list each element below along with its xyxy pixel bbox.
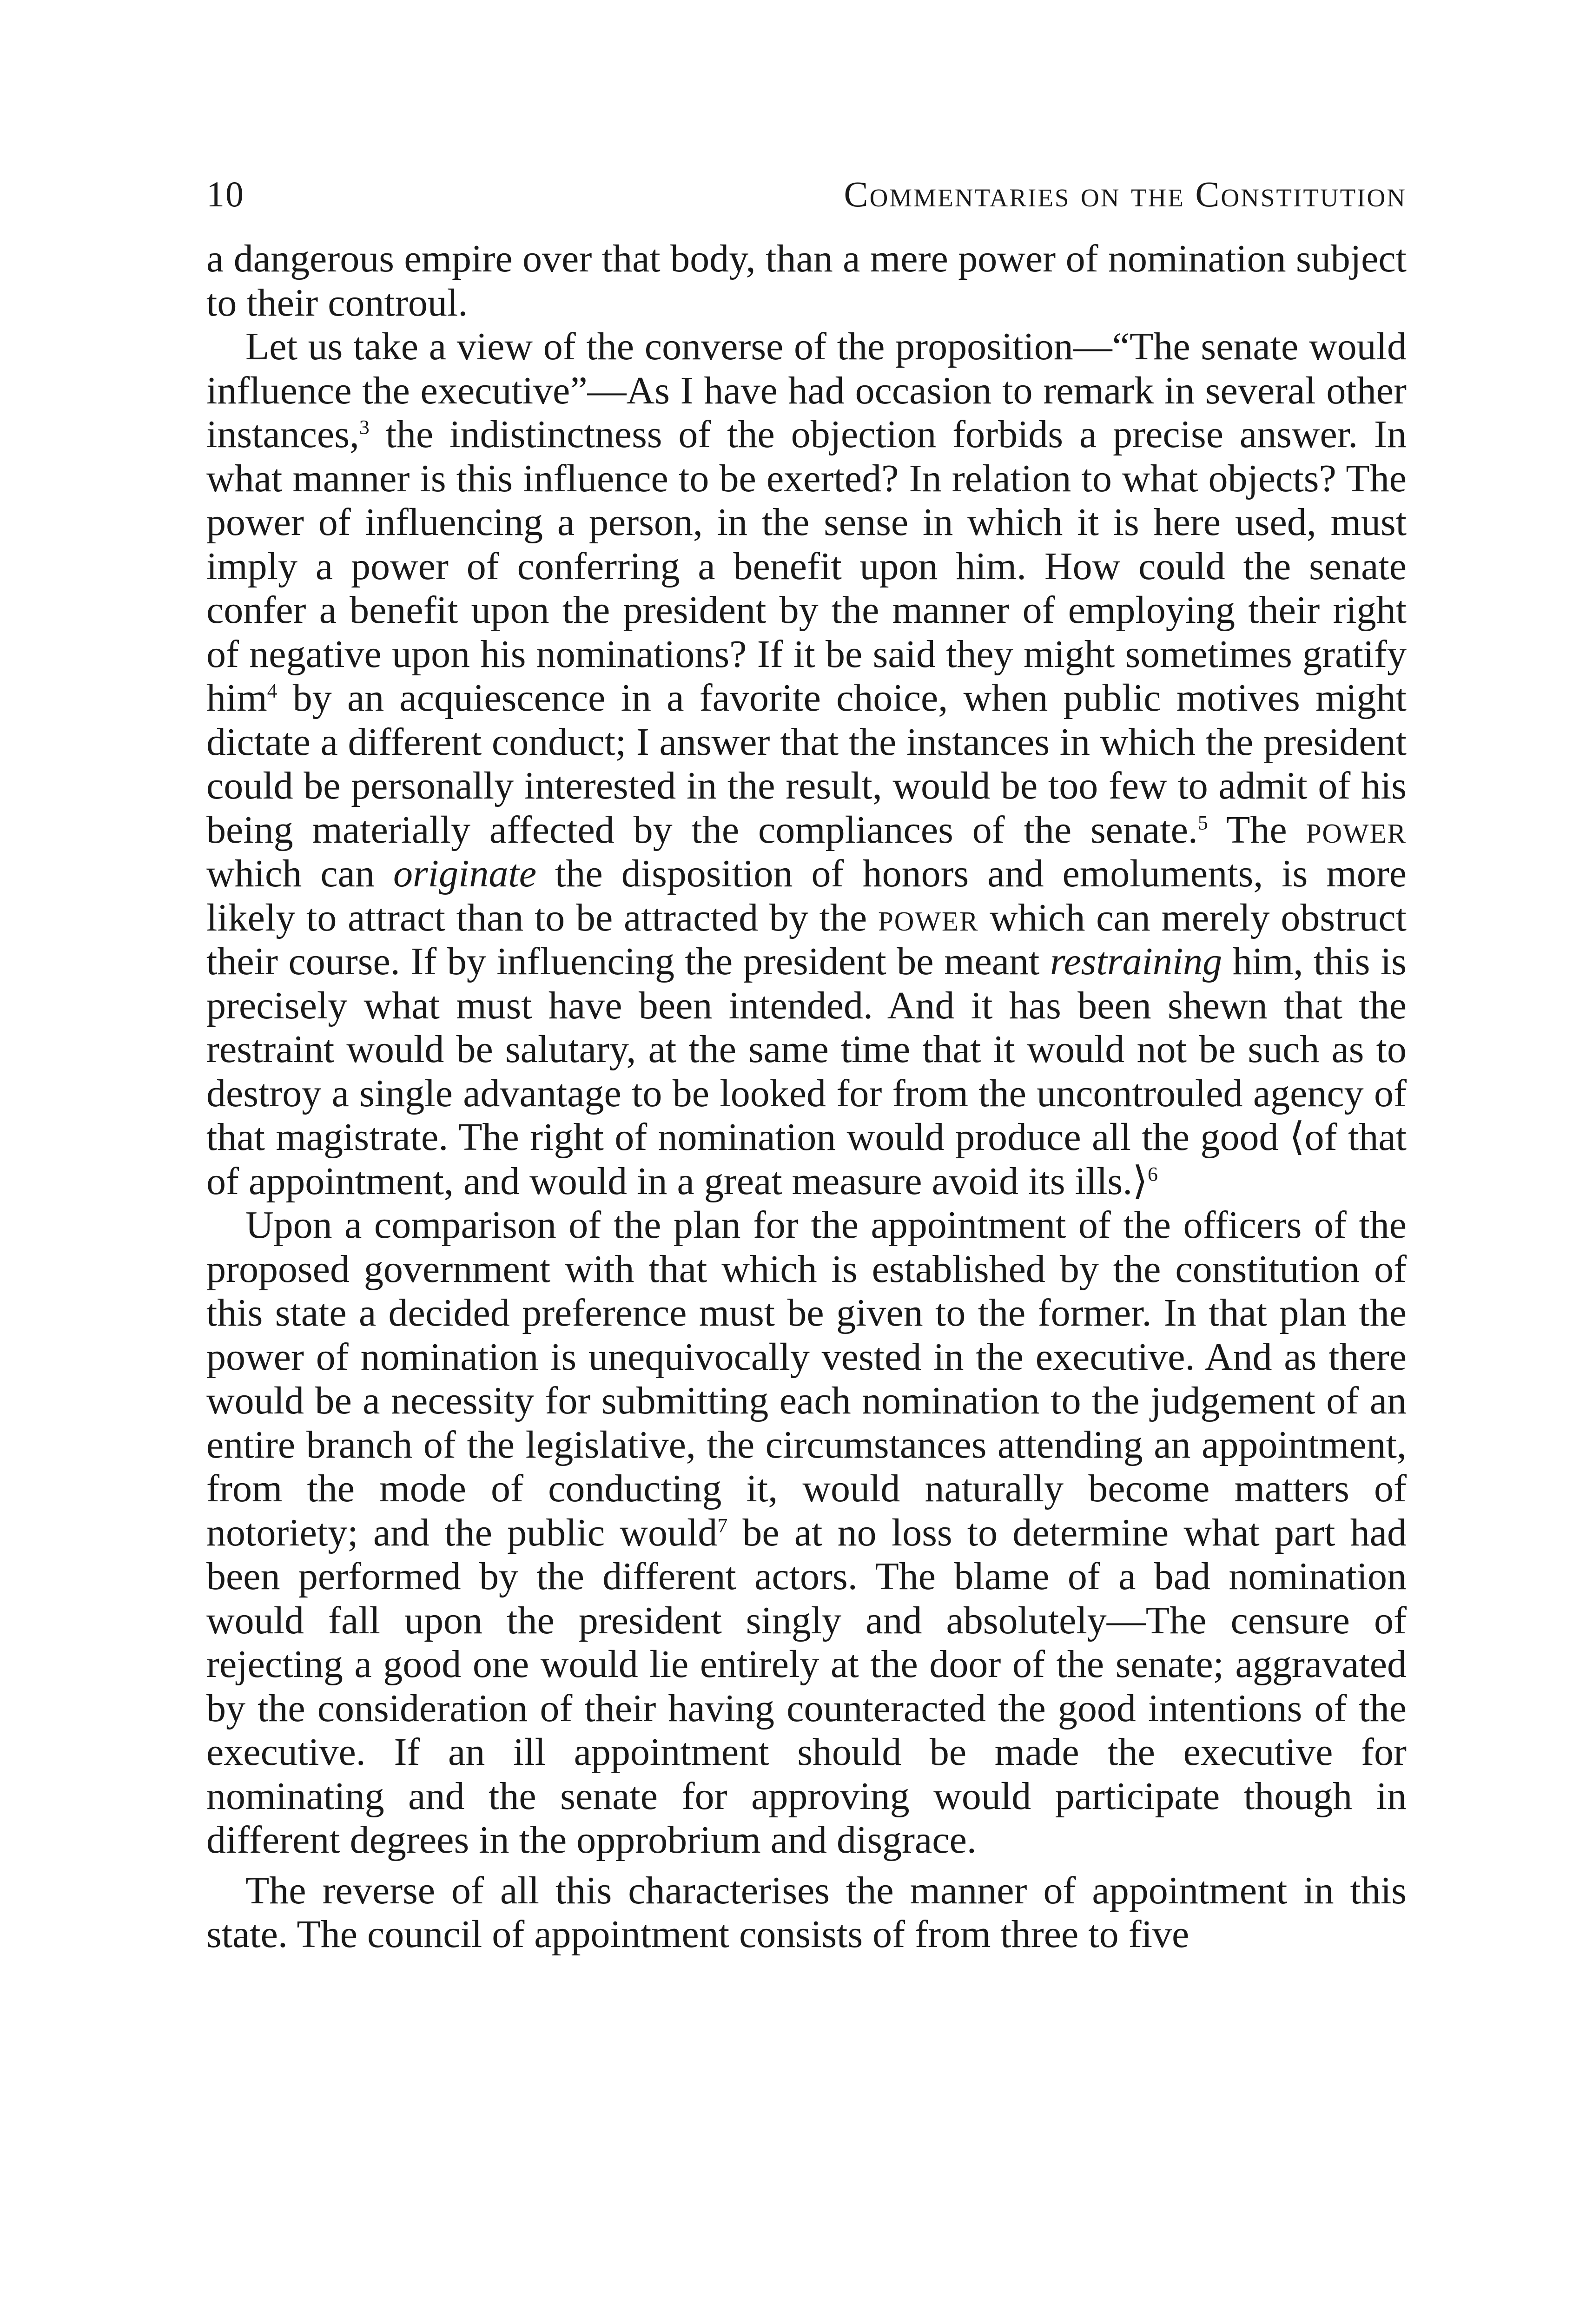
text-run: which can [206,852,393,895]
text-run: by an acquiescence in a favorite choice, when public motives might dictate a different conduct; I answer that the instances in which the president could be personally interested in the result, would be too few to admit of his being materially affected by the compliances of the senate. [206,676,1407,852]
text-run: Upon a comparison of the plan for the appointment of the officers of the proposed government with that which is established by the constitution of this state a decided preference must be given to the former. In that plan the power of nomination is unequivocally vested in the executive. And as there would be a necessity for submitting each nomination to the judgement of an entire branch of the legislative, the circumstances attending an appointment, from the mode of conducting it, would naturally become matters of notoriety; and the public would [206,1203,1407,1554]
running-title: Commentaries on the Constitution [844,174,1407,214]
footnote-marker: 7 [717,1514,728,1537]
footnote-marker: 6 [1147,1163,1158,1186]
text-run: the disposition of honors and emoluments, is more likely to attract than to be attracted by the [206,852,1407,939]
body-text [206,237,1407,1957]
text-run: Let us take a view of the converse of the proposition—“The senate would influence the executive”—As I have had occasion to remark in several other instances, [206,325,1407,456]
small-caps-power: power [1306,808,1407,852]
text-run: him, this is precisely what must have been intended. And it has been shewn that the restraint would be salutary, at the same time that it would not be such as to destroy a single advantage to be looked for from the uncontrouled agency of that magistrate. The right of nomination would produce all the good ⟨of that of appointment, and would in a great measure avoid its ills.⟩ [206,940,1407,1203]
paragraph-comparison [206,1203,1407,1862]
running-head [206,172,1407,217]
text-run: The [1208,808,1306,852]
footnote-marker: 4 [267,680,278,702]
footnote-marker: 3 [359,416,370,439]
book-page [206,172,1407,1957]
paragraph-senate-influence [206,325,1407,1203]
italic-originate: originate [393,852,536,895]
italic-restraining: restraining [1050,940,1223,983]
text-run: the indistinctness of the objection forbids a precise answer. In what manner is this influence to be exerted? In relation to what objects? The power of influencing a person, in the sense in which it is here used, must imply a power of conferring a benefit upon him. How could the senate confer a benefit upon the president by the manner of employing their right of negative upon his nominations? If it be said they might sometimes gratify him [206,413,1407,720]
text-run: which can merely obstruct their course. If by influencing the president be meant [206,896,1407,983]
text-run: be at no loss to determine what part had been performed by the different actors. The blame of a bad nomination would fall upon the president singly and absolutely—The censure of rejecting a good one would lie entirely at the door of the senate; aggravated by the consideration of their having counteracted the good intentions of the executive. If an ill appointment should be made the executive for nominating and the senate for approving would participate though in different degrees in the opprobrium and disgrace. [206,1511,1407,1862]
page-number: 10 [206,174,245,214]
small-caps-power: power [878,896,979,939]
paragraph-reverse: The reverse of all this characterises the manner of appointment in this state. The council of appointment consists of from three to five [206,1868,1407,1956]
paragraph-continuation: a dangerous empire over that body, than a mere power of nomination subject to their controul. [206,237,1407,324]
footnote-marker: 5 [1197,812,1208,834]
